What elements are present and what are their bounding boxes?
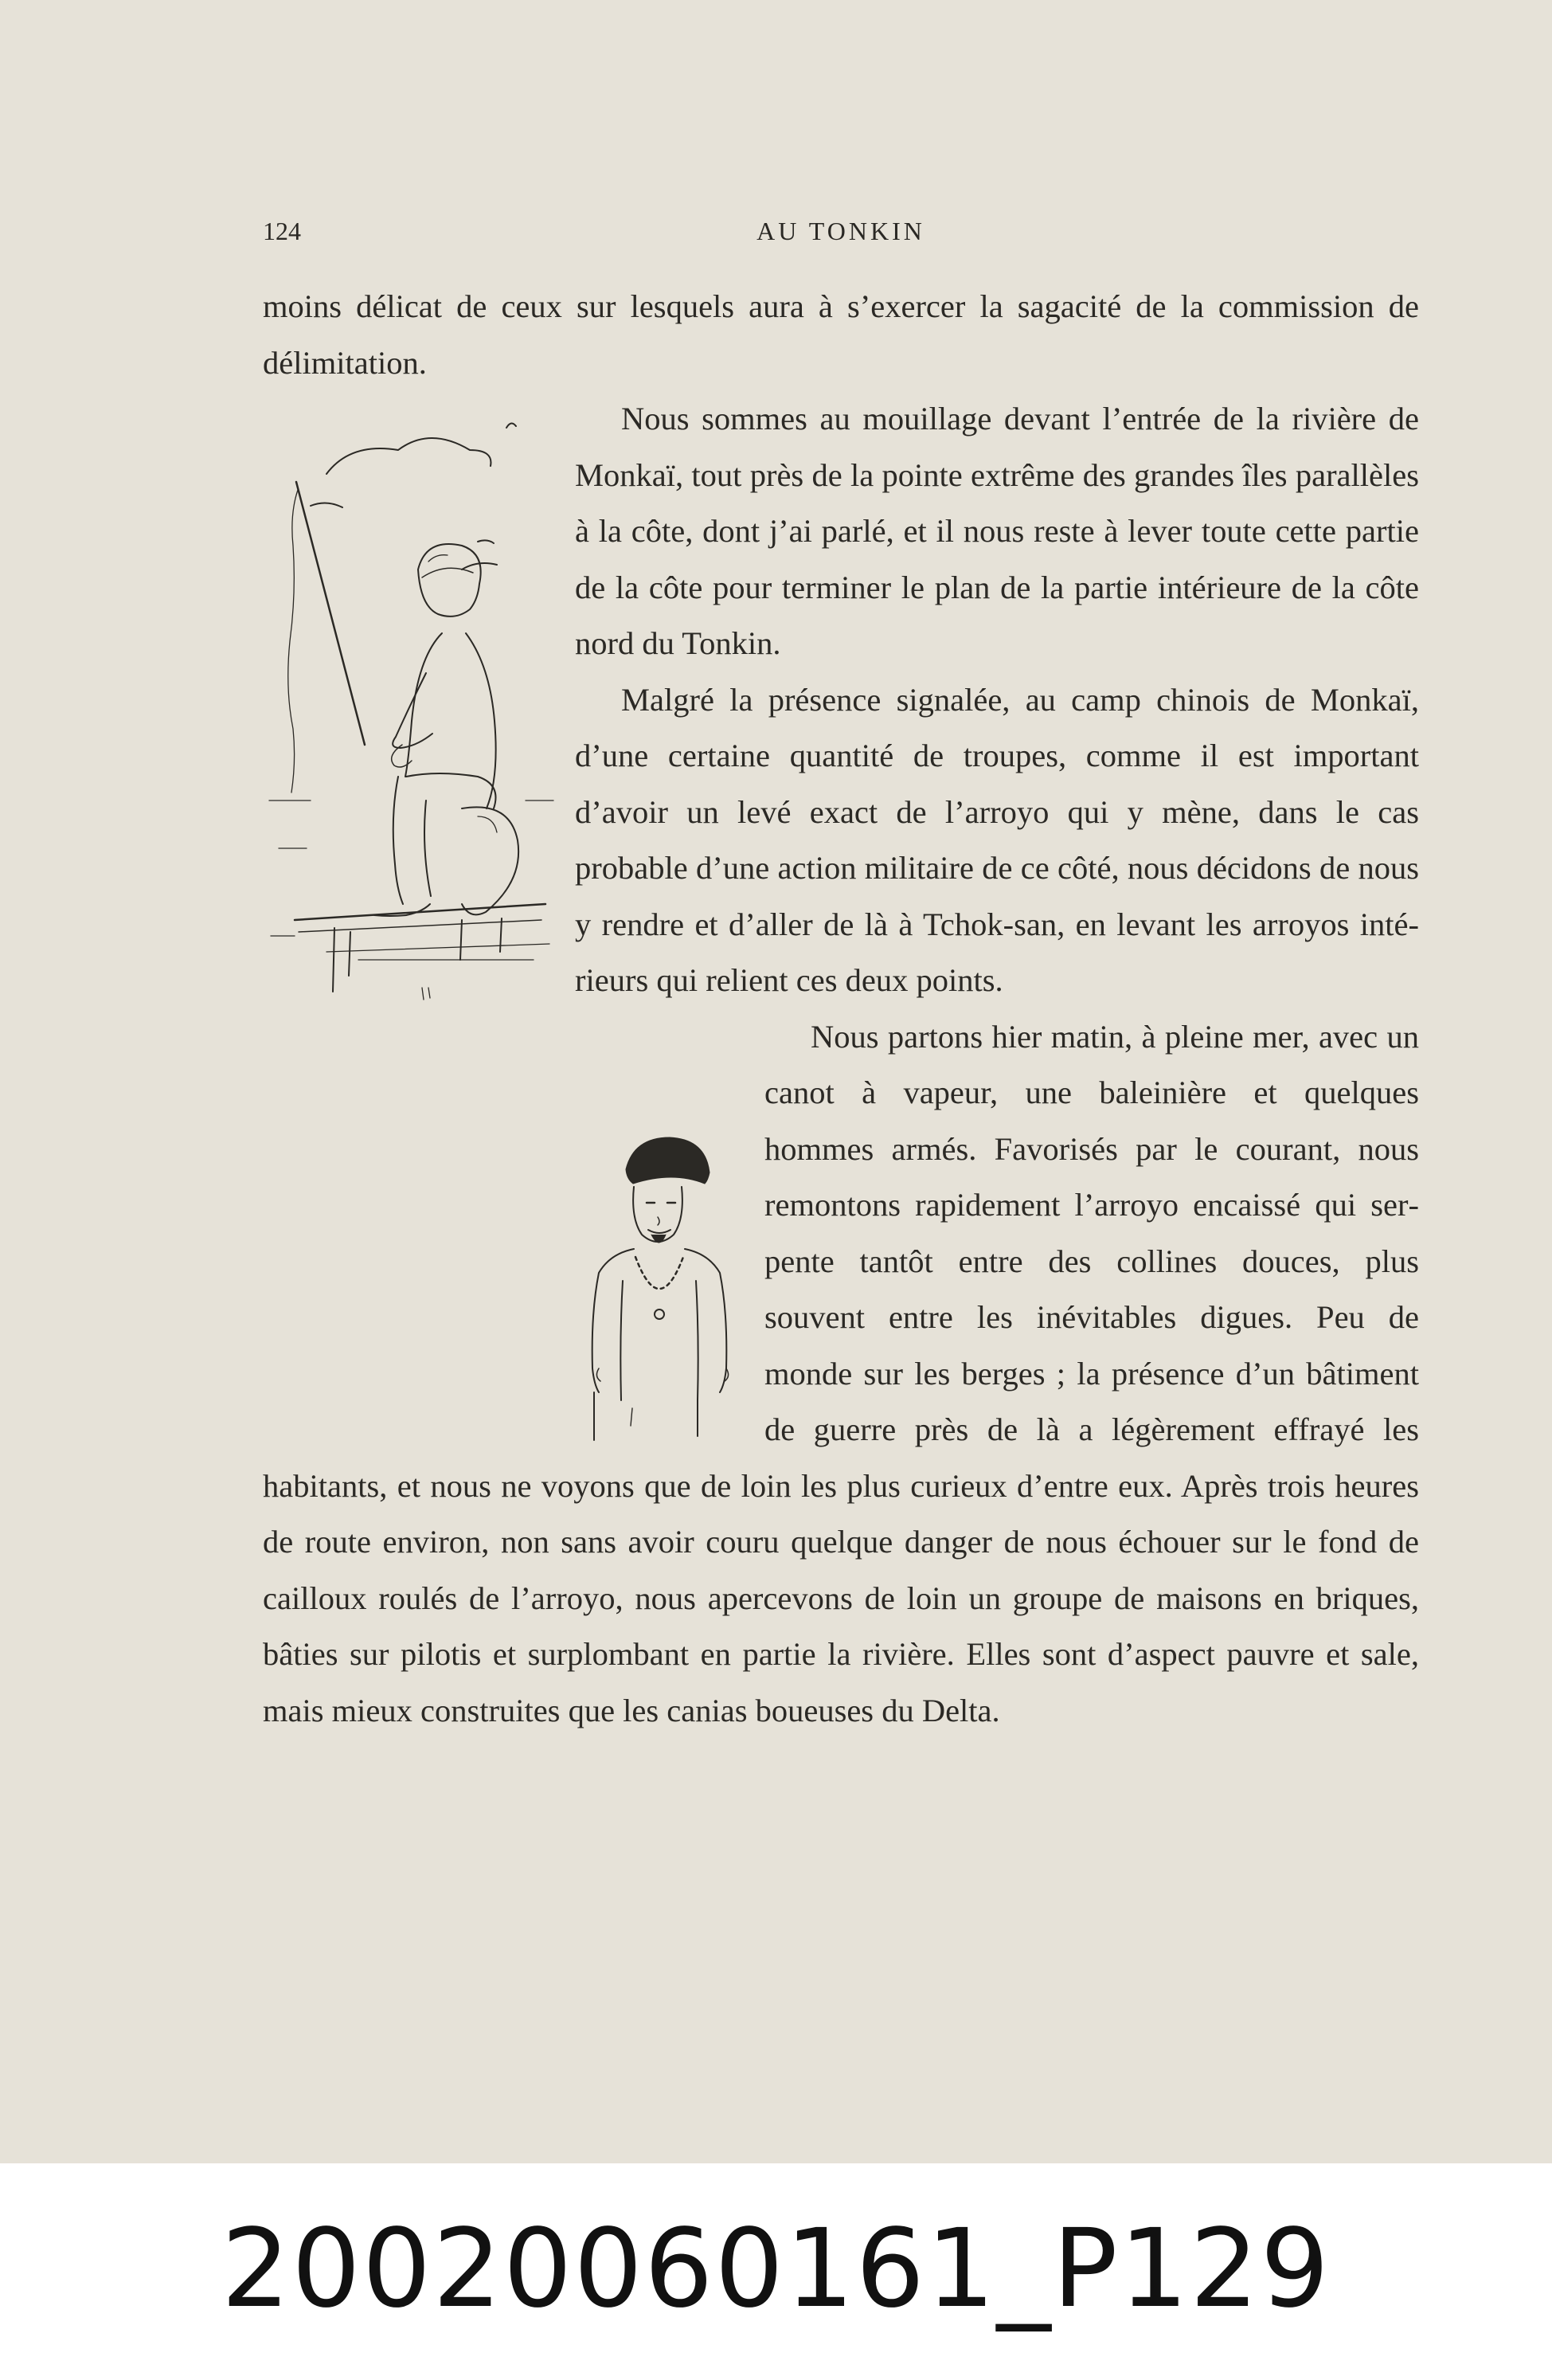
paragraph-4-text: Nous partons hier matin, à pleine mer, avec un canot à vapeur, une baleinière et quelques hommes armés. Favorisés par le courant, nous remontons rapidement l’arroyo encaissé qui serpente tantôt entre des collines douces, plus souvent entre les inévitables digues. Peu de monde sur les berges ; la présence d’un bâtiment de guerre près de là a légèrement effrayé les habitants, et nous ne voyons que de loin les plus curieux d’entre eux. Après trois heures de route environ, non sans avoir couru quelque danger de nous échouer sur le fond de cailloux roulés de l’arroyo, nous apercevons de loin un groupe de maisons en briques, bâties sur pilotis et surplombant en partie la rivière. Elles sont d’aspect pauvre et sale, mais mieux construites que les canias boueuses du Delta. <box>263 1018 1419 1728</box>
paragraph-3: Malgré la présence signalée, au camp chinois de Monkaï, d’une certaine quantité de troupes, comme il est important d’avoir un levé exact de l’arroyo qui y mène, dans le cas probable d’une action militaire de ce côté, nous décidons de nous y rendre et d’aller de là à Tchok-san, en levant les arroyos intérieurs qui relient ces deux points. <box>575 681 1419 998</box>
page-number: 124 <box>263 217 301 245</box>
fisherman-illustration <box>263 402 575 1199</box>
running-title: AU TONKIN <box>756 217 925 245</box>
running-head <box>263 217 1419 256</box>
standing-man-illustration <box>578 1129 765 1464</box>
paragraph-2: Nous sommes au mouillage devant l’entrée de la rivière de Monkaï, tout près de la pointe extrême des grandes îles parallèles à la côte, dont j’ai parlé, et il nous reste à lever toute cette partie de la côte pour terminer le plan de la partie intérieure de la côte nord du Tonkin. <box>575 401 1419 661</box>
paragraph-1: moins délicat de ceux sur lesquels aura à s’exercer la sagacité de la commission de délimitation. <box>263 288 1419 381</box>
body-text <box>263 279 1419 1739</box>
image-identifier: 20020060161_P129 <box>221 2206 1331 2332</box>
